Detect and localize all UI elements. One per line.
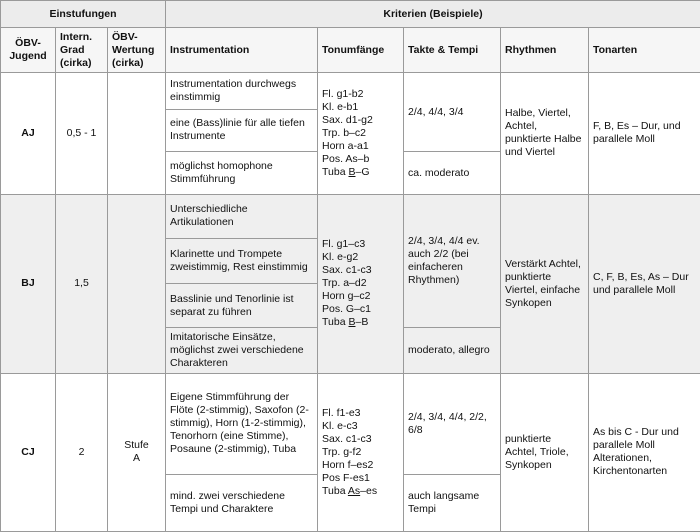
rhythmen-cj: punktierte Achtel, Triole, Synkopen — [501, 373, 589, 531]
takte-bj-1: 2/4, 3/4, 4/4 ev. auch 2/2 (bei einfacheren Rhythmen) — [404, 194, 501, 327]
tonumfaenge-cj-text: Fl. f1-e3 Kl. e-c3 Sax. c1-c3 Trp. g-f2 Horn f–es2 Pos F-es1 Tuba — [322, 406, 374, 497]
tonumfaenge-bj-underlined: B — [348, 316, 356, 329]
col-header-rhythmen: Rhythmen — [501, 28, 589, 73]
takte-aj-1: 2/4, 4/4, 3/4 — [404, 73, 501, 152]
instrumentation-bj-2: Klarinette und Trompete zweistimmig, Rest einstimmig — [166, 238, 318, 284]
col-header-tonumfaenge: Tonumfänge — [318, 28, 404, 73]
grad-aj: 0,5 - 1 — [56, 73, 108, 195]
tonumfaenge-aj-underlined: B — [348, 165, 356, 178]
instrumentation-cj-2: mind. zwei verschiedene Tempi und Charaktere — [166, 475, 318, 532]
instrumentation-bj-4: Imitatorische Einsätze, möglichst zwei verschiedene Charakteren — [166, 327, 318, 373]
takte-cj-2: auch langsame Tempi — [404, 475, 501, 532]
wertung-aj — [108, 73, 166, 195]
level-bj: BJ — [1, 194, 56, 373]
table-row — [1, 73, 700, 110]
tonumfaenge-aj-rest: –G — [355, 165, 370, 178]
tonarten-cj: As bis C - Dur und parallele Moll Alterationen, Kirchentonarten — [589, 373, 700, 531]
grad-bj: 1,5 — [56, 194, 108, 373]
wertung-bj — [108, 194, 166, 373]
instrumentation-bj-3: Basslinie und Tenorlinie ist separat zu führen — [166, 284, 318, 328]
grad-cj: 2 — [56, 373, 108, 531]
takte-bj-2: moderato, allegro — [404, 327, 501, 373]
tonarten-aj: F, B, Es – Dur, und parallele Moll — [589, 73, 700, 195]
title-einstufungen: Einstufungen — [1, 1, 166, 28]
tonarten-bj: C, F, B, Es, As – Dur und parallele Moll — [589, 194, 700, 373]
col-header-instrumentation: Instrumentation — [166, 28, 318, 73]
tonumfaenge-cj-underlined: As — [347, 484, 361, 497]
col-header-oebv-jugend: ÖBV- Jugend — [1, 28, 56, 73]
rhythmen-bj: Verstärkt Achtel, punktierte Viertel, einfache Synkopen — [501, 194, 589, 373]
instrumentation-aj-3: möglichst homophone Stimmführung — [166, 152, 318, 195]
col-header-tonarten: Tonarten — [589, 28, 700, 73]
tonumfaenge-aj — [318, 73, 404, 195]
level-cj: CJ — [1, 373, 56, 531]
tonumfaenge-aj-text: Fl. g1-b2 Kl. e-b1 Sax. d1-g2 Trp. b–c2 Horn a-a1 Pos. As–b Tuba — [322, 87, 373, 178]
rhythmen-aj: Halbe, Viertel, Achtel, punktierte Halbe und Viertel — [501, 73, 589, 195]
takte-aj-2: ca. moderato — [404, 152, 501, 195]
col-header-takte-tempi: Takte & Tempi — [404, 28, 501, 73]
title-kriterien: Kriterien (Beispiele) — [166, 1, 700, 28]
instrumentation-aj-1: Instrumentation durchwegs einstimmig — [166, 73, 318, 110]
col-header-oebv-wertung: ÖBV- Wertung (cirka) — [108, 28, 166, 73]
takte-cj-1: 2/4, 3/4, 4/4, 2/2, 6/8 — [404, 373, 501, 475]
col-header-intern-grad: Intern. Grad (cirka) — [56, 28, 108, 73]
table-row — [1, 373, 700, 475]
tonumfaenge-bj-text: Fl. g1–c3 Kl. e-g2 Sax. c1-c3 Trp. a–d2 Horn g–c2 Pos. G–c1 Tuba — [322, 238, 372, 329]
tonumfaenge-cj — [318, 373, 404, 531]
tonumfaenge-bj — [318, 194, 404, 373]
tonumfaenge-cj-rest: –es — [360, 484, 378, 497]
level-aj: AJ — [1, 73, 56, 195]
wertung-cj: Stufe A — [108, 373, 166, 531]
instrumentation-cj-1: Eigene Stimmführung der Flöte (2-stimmig), Saxofon (2-stimmig), Horn (1-2-stimmig), Tenorhorn (eine Stimme), Posaune (2-stimmig), Tuba — [166, 373, 318, 475]
table-row — [1, 194, 700, 238]
instrumentation-bj-1: Unterschiedliche Artikulationen — [166, 194, 318, 238]
instrumentation-aj-2: eine (Bass)linie für alle tiefen Instrumente — [166, 109, 318, 152]
tonumfaenge-bj-rest: –B — [355, 316, 369, 329]
